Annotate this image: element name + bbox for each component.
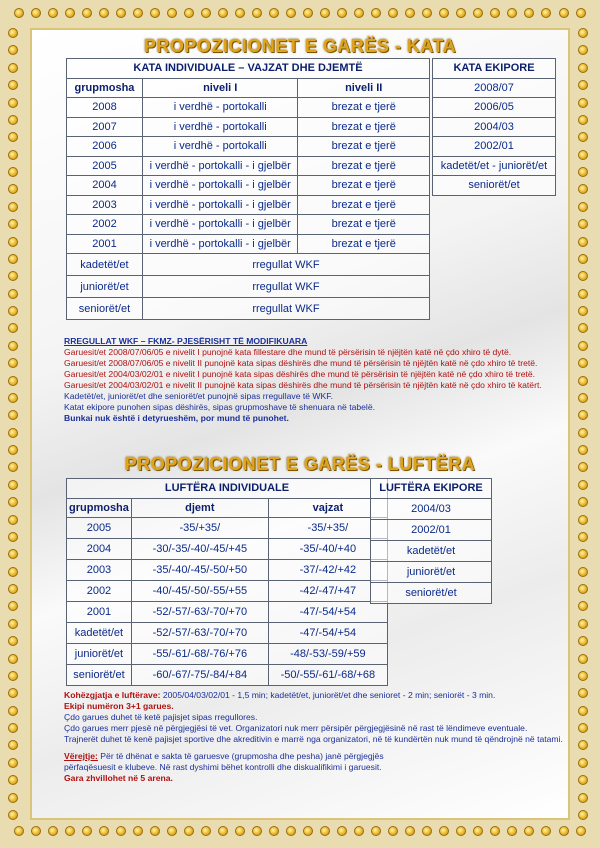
border-dot [578, 410, 588, 420]
border-dot [8, 619, 18, 629]
border-dot [578, 462, 588, 472]
border-dot [31, 8, 41, 18]
border-dot [578, 758, 588, 768]
border-dot [578, 358, 588, 368]
table-row [433, 156, 556, 176]
kata-individual-header: KATA INDIVIDUALE – VAJZAT DHE DJEMTË [67, 59, 430, 79]
border-dot [303, 826, 313, 836]
border-dot [578, 306, 588, 316]
border-dot [524, 8, 534, 18]
table-cell: brezat e tjerë [298, 215, 430, 235]
border-dot [354, 8, 364, 18]
table-cell: i verdhë - portokalli [142, 137, 298, 157]
border-dot [578, 775, 588, 785]
note-line: Garuesit/et 2008/07/06/05 e nivelit I punojnë kata fillestare dhe mund të përsërisin të njëjtën katë në çdo xhiro të dytë. [64, 347, 512, 357]
bunkai-note: Bunkai nuk është i detyrueshëm, por mund të punohet. [64, 413, 289, 423]
border-dot [578, 619, 588, 629]
table-cell: brezat e tjerë [298, 117, 430, 137]
table-cell: 2004 [67, 539, 132, 560]
border-dot [8, 445, 18, 455]
border-dot [252, 8, 262, 18]
border-dot [8, 532, 18, 542]
warning-text-2: përfaqësuesit e klubeve. Në rast dyshimi bëhet kontrolli dhe diskualifikimi i garuesit. [64, 762, 382, 772]
table-cell: -50/-55/-61/-68/+68 [268, 665, 387, 686]
border-dot [8, 584, 18, 594]
border-dot [337, 826, 347, 836]
border-dot [150, 8, 160, 18]
border-dot [201, 8, 211, 18]
table-cell: seniorët/et [67, 665, 132, 686]
kata-title: PROPOZICIONET E GARËS - KATA [143, 36, 457, 56]
border-dot [184, 826, 194, 836]
table-cell: i verdhë - portokalli [142, 117, 298, 137]
border-dot [286, 826, 296, 836]
border-dot [99, 826, 109, 836]
border-dot [473, 8, 483, 18]
table-row [67, 665, 388, 686]
column-header-level2: niveli II [298, 78, 430, 98]
border-dot [578, 28, 588, 38]
table-row [371, 519, 492, 540]
border-dot [578, 237, 588, 247]
table-cell: i verdhë - portokalli - i gjelbër [142, 156, 298, 176]
border-dot [8, 150, 18, 160]
border-dot [8, 758, 18, 768]
table-row [67, 602, 388, 623]
column-header-girls: vajzat [268, 498, 387, 518]
border-dot [320, 8, 330, 18]
border-dot [218, 826, 228, 836]
border-dot [578, 601, 588, 611]
border-dot [8, 393, 18, 403]
table-cell: -35/-40/-45/-50/+50 [131, 560, 268, 581]
border-dot [8, 723, 18, 733]
border-dot [578, 45, 588, 55]
border-dot [48, 8, 58, 18]
note-line: Çdo garues merr pjesë në përgjegjësi të vet. Organizatori nuk merr përsipër përgjegjësinë në rast të lëndimeve eventuale. [64, 723, 528, 733]
table-cell: -37/-42/+42 [268, 560, 387, 581]
table-row [67, 215, 430, 235]
border-dot [578, 636, 588, 646]
border-dot [8, 810, 18, 820]
border-dot [8, 80, 18, 90]
kumite-individual-header: LUFTËRA INDIVIDUALE [67, 479, 388, 499]
kata-individual-table [66, 58, 430, 320]
border-dot [8, 115, 18, 125]
table-cell: brezat e tjerë [298, 195, 430, 215]
border-dot [8, 132, 18, 142]
border-dot [201, 826, 211, 836]
border-dot [578, 393, 588, 403]
table-cell: -42/-47/+47 [268, 581, 387, 602]
table-cell: brezat e tjerë [298, 98, 430, 118]
border-dot [507, 826, 517, 836]
border-dot [578, 184, 588, 194]
table-cell: -52/-57/-63/-70/+70 [131, 623, 268, 644]
border-dot [490, 826, 500, 836]
border-dot [541, 8, 551, 18]
border-dot [14, 8, 24, 18]
border-dot [578, 567, 588, 577]
border-dot [8, 376, 18, 386]
kata-notes [64, 336, 564, 424]
table-cell: 2002 [67, 581, 132, 602]
border-dot [184, 8, 194, 18]
table-cell: seniorët/et [371, 582, 492, 603]
table-cell: -47/-54/+54 [268, 623, 387, 644]
table-cell: i verdhë - portokalli - i gjelbër [142, 215, 298, 235]
border-dot [578, 497, 588, 507]
table-row [67, 234, 430, 254]
table-cell: 2004 [67, 176, 143, 196]
border-dot [8, 601, 18, 611]
kumite-team-header: LUFTËRA EKIPORE [371, 479, 492, 499]
border-dot [422, 826, 432, 836]
border-dot [8, 323, 18, 333]
border-dot [578, 428, 588, 438]
border-dot [578, 98, 588, 108]
border-dot [8, 306, 18, 316]
border-dot [578, 654, 588, 664]
note-line: Trajnerët duhet të kenë pajisjet sportive dhe akreditivin e marrë nga organizatori, në të kundërtën nuk mund të qëndrojnë në tatami. [64, 734, 563, 744]
note-line: Çdo garues duhet të ketë pajisjet sipas rregullores. [64, 712, 258, 722]
table-row [433, 117, 556, 137]
border-dot [8, 63, 18, 73]
table-cell: juniorët/et [67, 644, 132, 665]
table-cell: brezat e tjerë [298, 176, 430, 196]
border-dot [388, 8, 398, 18]
note-line: Katat ekipore punohen sipas dëshirës, sipas grupmoshave të shenuara në tabelë. [64, 402, 376, 412]
table-cell: -60/-67/-75/-84/+84 [131, 665, 268, 686]
border-dot [578, 341, 588, 351]
border-dot [8, 636, 18, 646]
border-dot [388, 826, 398, 836]
kata-rules-title: RREGULLAT WKF – FKMZ- PJESËRISHT TË MODIFIKUARA [64, 336, 308, 346]
warning-text: Për të dhënat e sakta të garuesve (grupmosha dhe pesha) janë përgjegjës [97, 751, 384, 761]
border-dot [218, 8, 228, 18]
table-cell: 2005 [67, 518, 132, 539]
column-header-boys: djemt [131, 498, 268, 518]
border-dot [578, 445, 588, 455]
border-dot [354, 826, 364, 836]
border-dot [167, 8, 177, 18]
table-cell: 2008 [67, 98, 143, 118]
kumite-notes [64, 690, 564, 784]
border-dot [578, 480, 588, 490]
border-dot [8, 358, 18, 368]
border-dot [405, 826, 415, 836]
border-dot [578, 150, 588, 160]
table-row [433, 98, 556, 118]
table-row [67, 623, 388, 644]
table-row [67, 137, 430, 157]
border-dot [8, 219, 18, 229]
table-row [371, 540, 492, 561]
border-dot [8, 184, 18, 194]
table-row [67, 254, 430, 276]
table-cell: i verdhë - portokalli [142, 98, 298, 118]
table-cell: -55/-61/-68/-76/+76 [131, 644, 268, 665]
border-dot [576, 8, 586, 18]
border-dot [507, 8, 517, 18]
border-dot [99, 8, 109, 18]
note-line: Garuesit/et 2004/03/02/01 e nivelit I punojnë kata sipas dëshirës dhe mund të përsërisin të njëjtën katë në çdo xhiro të tretë. [64, 369, 536, 379]
border-dot [82, 826, 92, 836]
table-cell: brezat e tjerë [298, 137, 430, 157]
border-dot [578, 376, 588, 386]
border-dot [578, 532, 588, 542]
border-dot [8, 549, 18, 559]
border-dot [578, 63, 588, 73]
table-row [67, 298, 430, 320]
border-dots-right [578, 28, 592, 820]
table-row [67, 644, 388, 665]
border-dot [578, 740, 588, 750]
table-cell: -30/-35/-40/-45/+45 [131, 539, 268, 560]
table-row [67, 581, 388, 602]
kata-team-table [432, 58, 556, 196]
border-dot [8, 289, 18, 299]
border-dot [578, 723, 588, 733]
table-row [67, 539, 388, 560]
border-dot [405, 8, 415, 18]
table-cell: 2006 [67, 137, 143, 157]
border-dot [8, 167, 18, 177]
table-cell: -47/-54/+54 [268, 602, 387, 623]
border-dot [303, 8, 313, 18]
table-cell: rregullat WKF [142, 276, 429, 298]
kumite-team-table [370, 478, 492, 604]
table-row [67, 117, 430, 137]
border-dot [235, 8, 245, 18]
border-dot [578, 671, 588, 681]
table-cell: seniorët/et [67, 298, 143, 320]
border-dot [48, 826, 58, 836]
border-dot [8, 567, 18, 577]
border-dot [235, 826, 245, 836]
table-cell: i verdhë - portokalli - i gjelbër [142, 176, 298, 196]
table-cell: 2007 [67, 117, 143, 137]
table-cell: kadetët/et [371, 540, 492, 561]
border-dot [8, 28, 18, 38]
border-dot [8, 740, 18, 750]
border-dot [252, 826, 262, 836]
border-dot [524, 826, 534, 836]
table-row [67, 276, 430, 298]
border-dot [473, 826, 483, 836]
border-dot [8, 706, 18, 716]
border-dot [578, 271, 588, 281]
border-dot [8, 688, 18, 698]
border-dot [578, 584, 588, 594]
border-dot [286, 8, 296, 18]
border-dot [167, 826, 177, 836]
border-dot [578, 202, 588, 212]
border-dot [439, 8, 449, 18]
table-cell: 2006/05 [433, 98, 556, 118]
table-row [67, 98, 430, 118]
table-cell: brezat e tjerë [298, 234, 430, 254]
border-dot [578, 688, 588, 698]
table-cell: 2001 [67, 234, 143, 254]
table-cell: rregullat WKF [142, 298, 429, 320]
border-dot [456, 8, 466, 18]
border-dots-left [8, 28, 22, 820]
border-dot [371, 8, 381, 18]
border-dot [578, 219, 588, 229]
border-dot [456, 826, 466, 836]
column-header-age: grupmosha [67, 78, 143, 98]
border-dot [371, 826, 381, 836]
kumite-title: PROPOZICIONET E GARËS - LUFTËRA [124, 454, 476, 474]
border-dot [269, 826, 279, 836]
border-dot [8, 462, 18, 472]
border-dot [116, 8, 126, 18]
table-cell: kadetët/et [67, 623, 132, 644]
border-dot [65, 8, 75, 18]
border-dot [8, 497, 18, 507]
table-row [371, 498, 492, 519]
border-dot [578, 132, 588, 142]
border-dot [576, 826, 586, 836]
border-dot [8, 98, 18, 108]
table-row [67, 156, 430, 176]
border-dot [65, 826, 75, 836]
border-dot [578, 289, 588, 299]
border-dot [116, 826, 126, 836]
note-line: Garuesit/et 2004/03/02/01 e nivelit II punojnë kata sipas dëshirës dhe mund të përsërisin të njëjtën katë në çdo xhiro të katërt. [64, 380, 542, 390]
table-row [67, 176, 430, 196]
table-cell: 2003 [67, 195, 143, 215]
border-dot [8, 45, 18, 55]
border-dot [150, 826, 160, 836]
border-dot [8, 775, 18, 785]
table-cell: 2005 [67, 156, 143, 176]
content-panel [30, 28, 570, 820]
table-row [371, 582, 492, 603]
border-dot [578, 793, 588, 803]
border-dot [559, 826, 569, 836]
table-cell: 2003 [67, 560, 132, 581]
table-row [67, 518, 388, 539]
border-dot [578, 549, 588, 559]
border-dot [133, 8, 143, 18]
note-line: Kadetët/et, juniorët/et dhe seniorët/et punojnë sipas rregullave të WKF. [64, 391, 333, 401]
border-dot [133, 826, 143, 836]
duration-label: Kohëzgjatja e luftërave: [64, 690, 161, 700]
table-cell: kadetët/et - juniorët/et [433, 156, 556, 176]
border-dot [82, 8, 92, 18]
table-cell: 2002/01 [433, 137, 556, 157]
table-row [433, 78, 556, 98]
border-dot [578, 167, 588, 177]
border-dot [269, 8, 279, 18]
warning-label: Vërejtje: [64, 751, 98, 761]
column-header-age: grupmosha [67, 498, 132, 518]
duration-text: 2005/04/03/02/01 - 1,5 min; kadetët/et, juniorët/et dhe senioret - 2 min; seniorët - 3 min. [160, 690, 496, 700]
border-dot [578, 254, 588, 264]
table-cell: seniorët/et [433, 176, 556, 196]
table-cell: juniorët/et [371, 561, 492, 582]
border-dot [337, 8, 347, 18]
table-cell: 2004/03 [433, 117, 556, 137]
border-dot [578, 80, 588, 90]
border-dot [8, 202, 18, 212]
border-dot [8, 341, 18, 351]
border-dot [439, 826, 449, 836]
arenas-note: Gara zhvillohet në 5 arena. [64, 773, 173, 783]
border-dot [490, 8, 500, 18]
border-dot [31, 826, 41, 836]
border-dot [8, 654, 18, 664]
table-cell: -40/-45/-50/-55/+55 [131, 581, 268, 602]
border-dot [578, 515, 588, 525]
border-dot [8, 410, 18, 420]
border-dot [8, 480, 18, 490]
table-row [433, 176, 556, 196]
border-dot [14, 826, 24, 836]
border-dot [8, 793, 18, 803]
border-dot [320, 826, 330, 836]
table-cell: -35/+35/ [268, 518, 387, 539]
table-cell: -35/-40/+40 [268, 539, 387, 560]
border-dot [8, 428, 18, 438]
table-cell: brezat e tjerë [298, 156, 430, 176]
kata-team-header: KATA EKIPORE [433, 59, 556, 79]
border-dots-top [14, 8, 586, 22]
table-cell: -35/+35/ [131, 518, 268, 539]
table-cell: 2002 [67, 215, 143, 235]
table-cell: -48/-53/-59/+59 [268, 644, 387, 665]
note-line: Garuesit/et 2008/07/06/05 e nivelit II punojnë kata sipas dëshirës dhe mund të përsërisin të njëjtën katë në çdo xhiro të tretë. [64, 358, 538, 368]
border-dot [541, 826, 551, 836]
border-dot [8, 671, 18, 681]
table-cell: 2004/03 [371, 498, 492, 519]
table-row [371, 561, 492, 582]
table-cell: 2008/07 [433, 78, 556, 98]
team-size-note: Ekipi numëron 3+1 garues. [64, 701, 174, 711]
border-dots-bottom [14, 826, 586, 840]
table-cell: i verdhë - portokalli - i gjelbër [142, 234, 298, 254]
border-dot [422, 8, 432, 18]
border-dot [578, 810, 588, 820]
border-dot [578, 706, 588, 716]
table-cell: kadetët/et [67, 254, 143, 276]
border-dot [8, 271, 18, 281]
border-dot [578, 323, 588, 333]
kumite-individual-table [66, 478, 388, 686]
table-cell: 2002/01 [371, 519, 492, 540]
border-dot [559, 8, 569, 18]
table-cell: 2001 [67, 602, 132, 623]
table-row [67, 560, 388, 581]
column-header-level1: niveli I [142, 78, 298, 98]
table-cell: -52/-57/-63/-70/+70 [131, 602, 268, 623]
border-dot [8, 254, 18, 264]
table-row [433, 137, 556, 157]
border-dot [578, 115, 588, 125]
table-row [67, 195, 430, 215]
table-cell: i verdhë - portokalli - i gjelbër [142, 195, 298, 215]
table-cell: juniorët/et [67, 276, 143, 298]
border-dot [8, 237, 18, 247]
table-cell: rregullat WKF [142, 254, 429, 276]
border-dot [8, 515, 18, 525]
